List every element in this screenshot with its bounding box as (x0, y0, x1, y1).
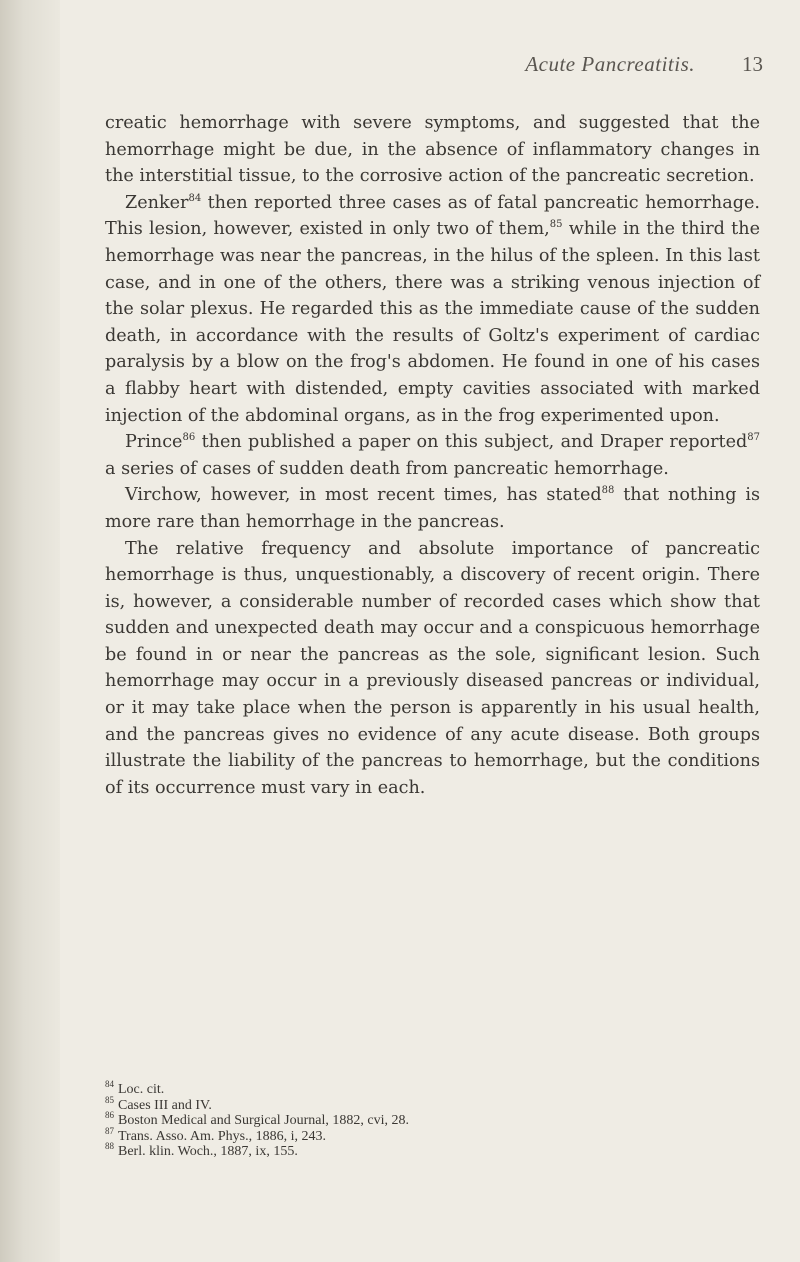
paragraph-text: The relative frequency and absolute importance of pancreatic hemorrhage is thus, unquestionably, a discovery of recent origin. There is, however, a considerable number of recorded cases which show that sudden and unexpected death may occur and a conspicuous hemorrhage be found in or near the pancreas as the sole, significant lesion. Such hemorrhage may occur in a previously diseased pancreas or individual, or it may take place when the person is apparently in his usual health, and the pancreas gives no evidence of any acute disease. Both groups illustrate the liability of the pancreas to hemorrhage, but the conditions of its occurrence must vary in each. (105, 538, 760, 798)
running-head-title: Acute Pancreatitis. (525, 52, 695, 76)
paragraph-text: then published a paper on this subject, and Draper reported (195, 432, 748, 453)
page-binding-edge (0, 0, 60, 1262)
footnote-reference[interactable]: 86 (182, 432, 196, 444)
paragraph (105, 482, 760, 535)
paragraph (105, 536, 760, 802)
paragraph (105, 429, 760, 482)
paragraph-text: a series of cases of sudden death from pancreatic hemorrhage. (105, 458, 669, 479)
footnote (105, 1079, 765, 1098)
paragraph-text: then reported three cases as of fatal pancreatic hemorrhage. This lesion, however, existed in only two of them, (105, 192, 760, 240)
body-text (105, 110, 760, 801)
paragraph-text: Zenker (125, 192, 189, 213)
footnote-text: Berl. klin. Woch., 1887, ix, 155. (118, 1144, 298, 1159)
footnote (105, 1094, 765, 1114)
paragraph-text: while in the third the hemorrhage was near the pancreas, in the hilus of the spleen. In this last case, and in one of the others, there was a striking venous injection of the solar plexus. He regarded this as the immediate cause of the sudden death, in accordance with the results of Goltz's experiment of cardiac paralysis by a blow on the frog's abdomen. He found in one of his cases a flabby heart with distended, empty cavities associated with marked injection of the abdominal organs, as in the frog experimented upon. (105, 219, 760, 426)
footnote-text: Cases III and IV. (118, 1097, 212, 1113)
paragraph (105, 190, 760, 429)
paragraph (105, 110, 760, 190)
footnote-reference[interactable]: 84 (188, 192, 202, 204)
paragraph-text: Prince (125, 432, 183, 453)
footnote (105, 1110, 765, 1129)
footnote-number: 84 (105, 1079, 114, 1090)
paragraph-text: Virchow, however, in most recent times, has stated (125, 485, 602, 506)
footnote-text: Loc. cit. (118, 1082, 165, 1097)
footnote-reference[interactable]: 87 (747, 432, 760, 444)
footnote-reference[interactable]: 85 (549, 219, 563, 231)
page-number: 13 (742, 52, 763, 76)
footnote-number: 87 (105, 1125, 114, 1136)
footnote (105, 1141, 765, 1160)
footnote-number: 86 (105, 1110, 114, 1121)
running-head (105, 52, 765, 82)
footnote-number: 88 (105, 1141, 114, 1152)
book-page (105, 0, 765, 1262)
footnote-text: Trans. Asso. Am. Phys., 1886, i, 243. (118, 1128, 326, 1144)
footnote-reference[interactable]: 88 (601, 485, 615, 497)
footnote-number: 85 (105, 1094, 114, 1105)
paragraph-text: creatic hemorrhage with severe symptoms, and suggested that the hemorrhage might be due, in the absence of inflammatory changes in the interstitial tissue, to the corrosive action of the pancreatic secretion. (105, 113, 760, 187)
footnote (105, 1125, 765, 1145)
footnote-text: Boston Medical and Surgical Journal, 1882, cvi, 28. (118, 1113, 409, 1128)
footnotes (105, 1079, 765, 1160)
paragraph-text: that nothing is more rare than hemorrhage in the pancreas. (105, 485, 760, 532)
